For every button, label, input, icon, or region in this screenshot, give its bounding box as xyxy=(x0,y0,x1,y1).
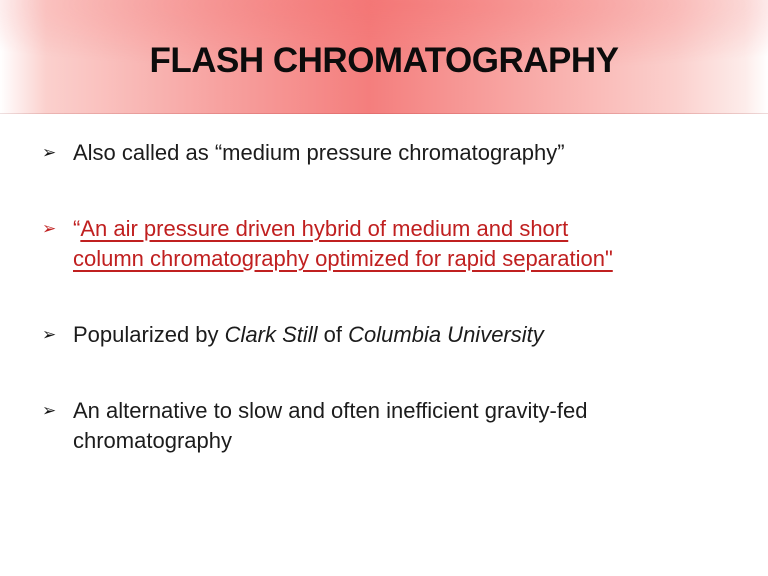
bullet-list xyxy=(0,114,768,456)
arrow-bullet-icon: ➢ xyxy=(42,219,57,239)
list-item xyxy=(42,320,748,350)
slide-header xyxy=(0,0,768,114)
list-item xyxy=(42,214,748,274)
page-title: FLASH CHROMATOGRAPHY xyxy=(149,41,619,80)
list-item xyxy=(42,138,748,168)
bullet-text: An alternative to slow and often inefficient gravity-fed chromatography xyxy=(73,398,588,453)
arrow-bullet-icon: ➢ xyxy=(42,143,57,163)
arrow-bullet-icon: ➢ xyxy=(42,325,57,345)
bullet-text: “An air pressure driven hybrid of medium and short column chromatography optimized for rapid separation" xyxy=(73,216,613,271)
bullet-text: Also called as “medium pressure chromatography” xyxy=(73,140,565,165)
arrow-bullet-icon: ➢ xyxy=(42,401,57,421)
bullet-text: Popularized by Clark Still of Columbia University xyxy=(73,322,544,347)
list-item xyxy=(42,396,748,456)
